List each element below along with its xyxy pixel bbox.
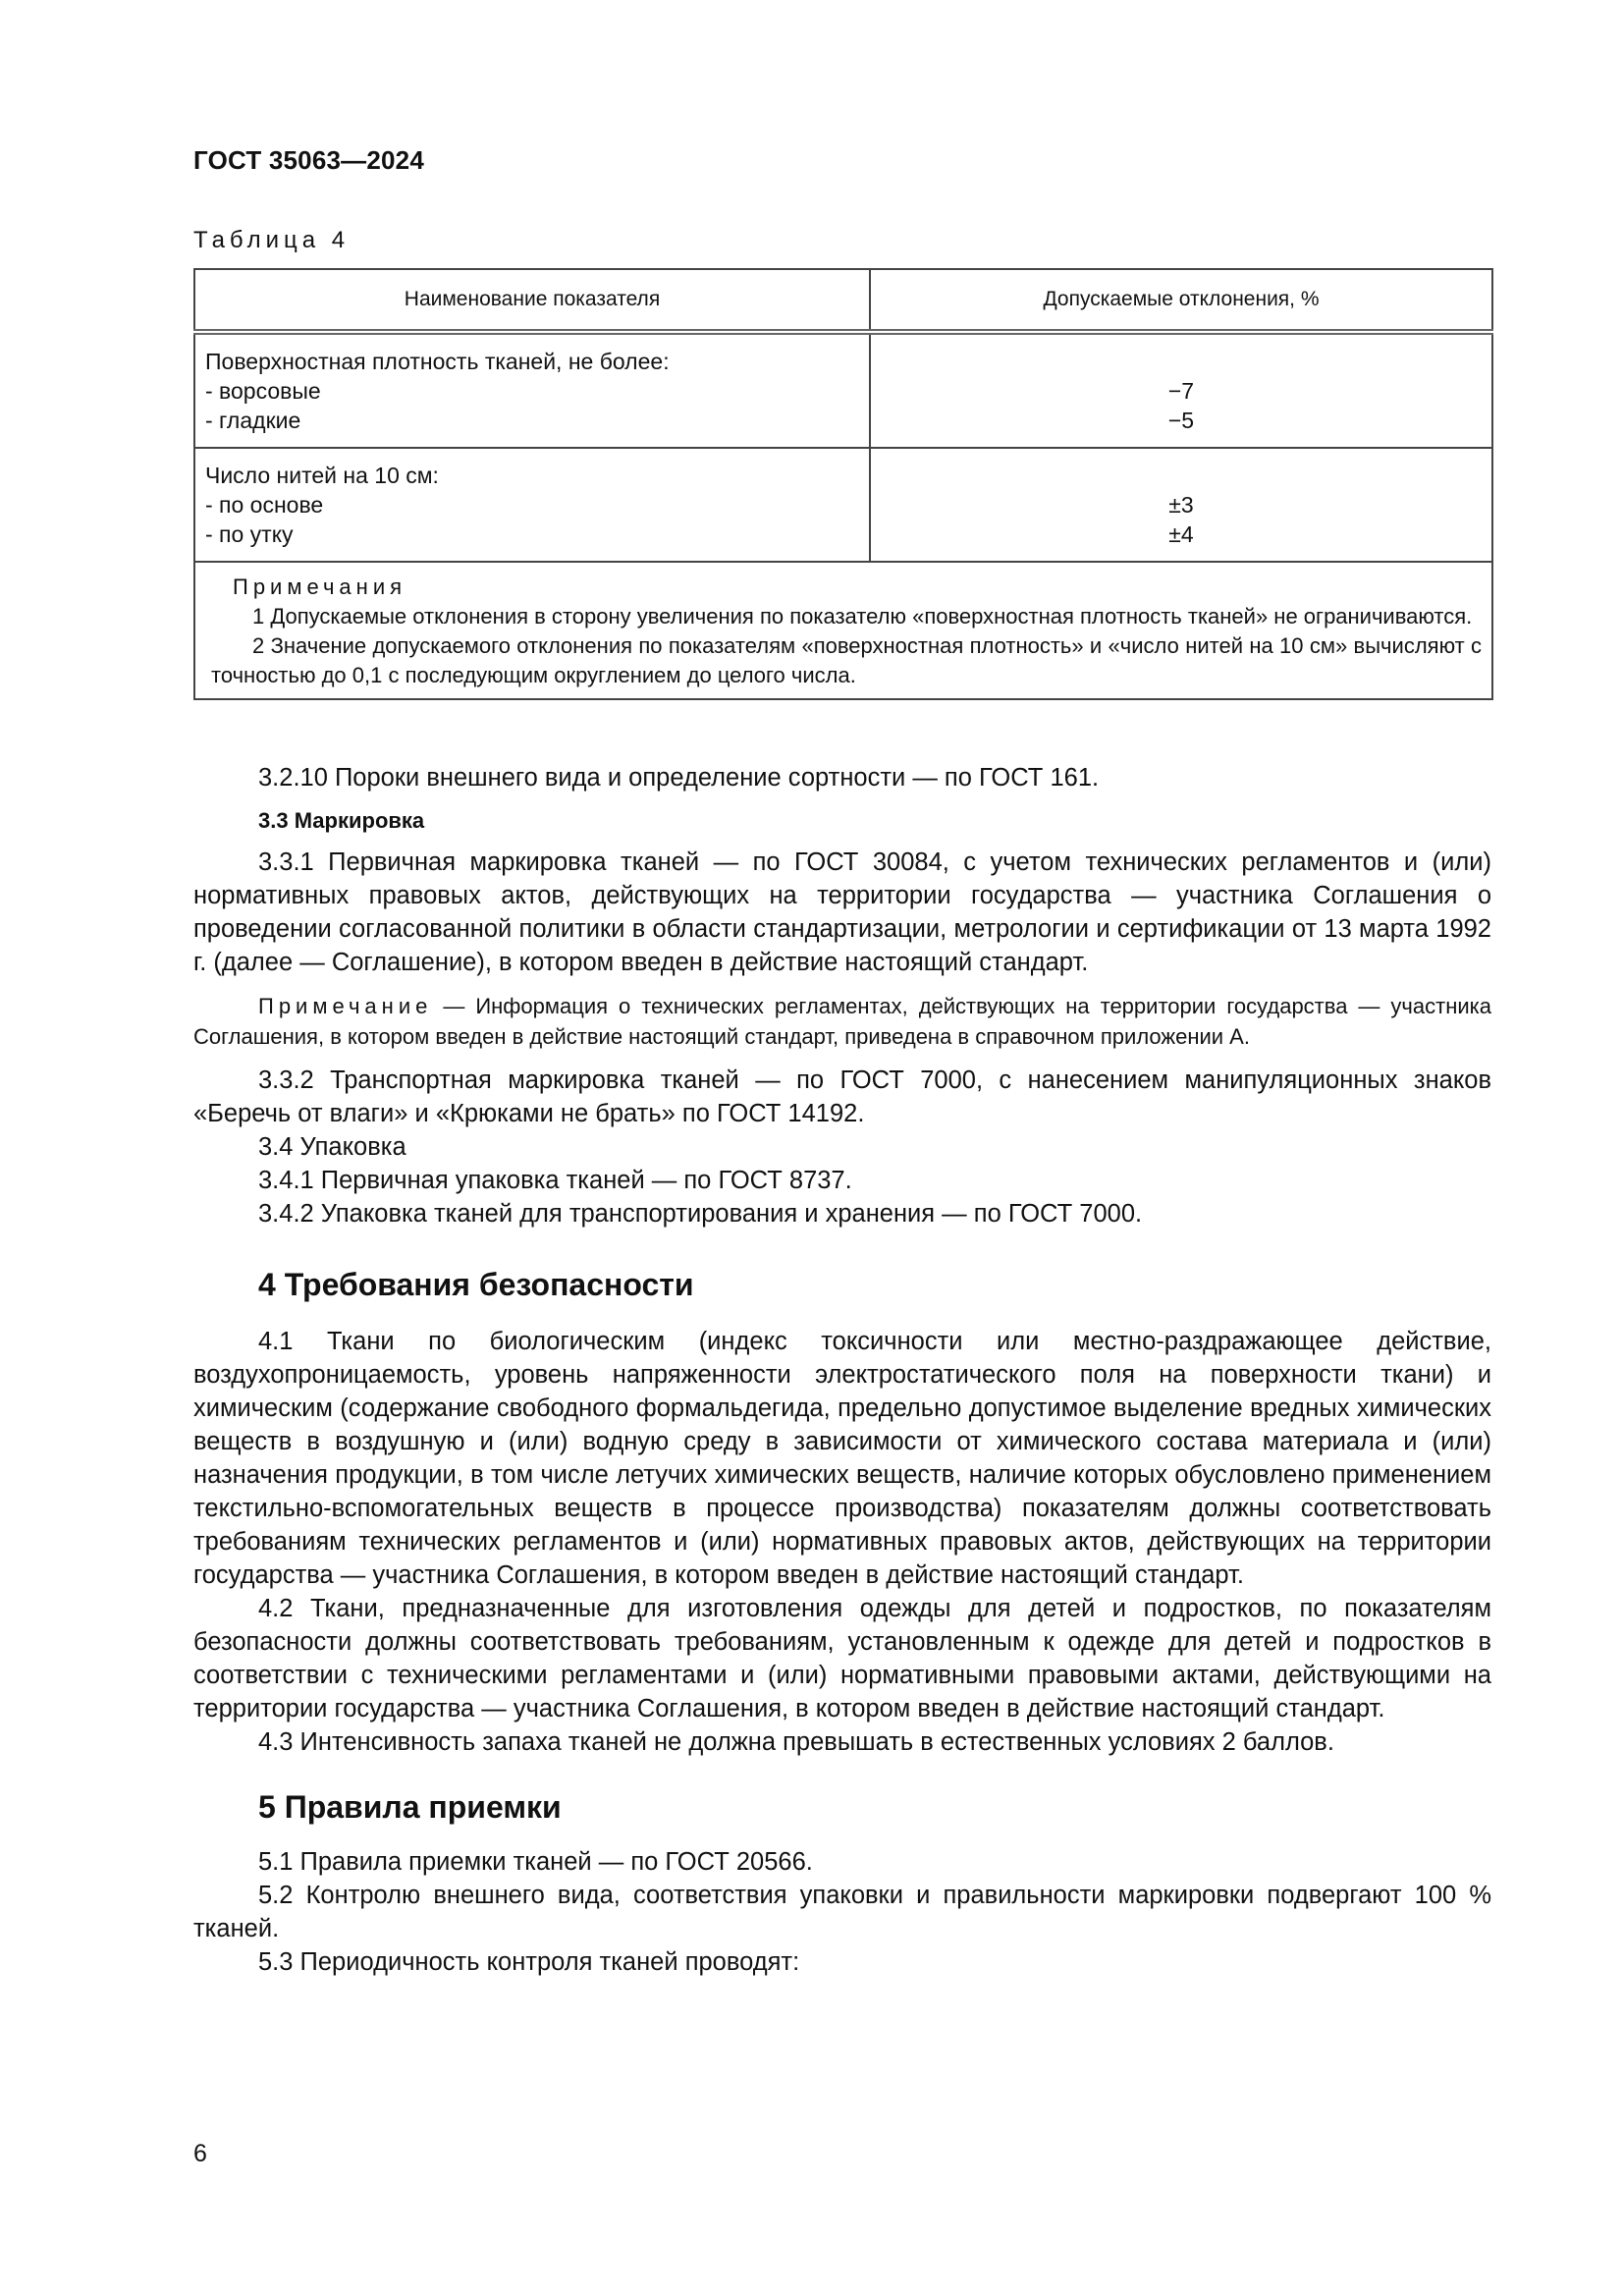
notes-title: Примечания [233, 574, 407, 599]
section-4-title: 4 Требования безопасности [258, 1267, 694, 1302]
section-4-body [193, 1325, 1491, 1759]
row-item-value: ±3 [1168, 492, 1194, 518]
row-item-value: −7 [1167, 378, 1195, 404]
row-item-name: - ворсовые [205, 378, 321, 404]
table-notes-row [194, 562, 1492, 699]
page-number: 6 [193, 2140, 207, 2167]
section-5-body [193, 1845, 1491, 1979]
deviation-table [193, 268, 1493, 700]
row-item-value: −5 [1167, 408, 1195, 433]
paragraph-4-2: 4.2 Ткани, предназначенные для изготовления одежды для детей и подростков, по показателям безопасности должны соответствовать требованиям, установленным к одежде для детей и подростков в соответствии с техническими регламентами и (или) нормативными правовыми актами, действующими на территории государства — участника Соглашения, в котором введен в действие настоящий стандарт. [193, 1595, 1491, 1722]
row-value-cell [870, 448, 1492, 562]
table-caption: Таблица 4 [193, 227, 351, 253]
table-header-row [194, 269, 1492, 332]
row-item-name: - по основе [205, 492, 324, 518]
paragraph-3-3-1: 3.3.1 Первичная маркировка тканей — по ГОСТ 30084, с учетом технических регламентов и (или) нормативных правовых актов, действующих на территории государства — участника Соглашения о проведении согласованной политики в области стандартизации, метрологии и сертификации от 13 марта 1992 г. (далее — Соглашение), в котором введен в действие настоящий стандарт. [193, 848, 1491, 976]
table-note: 1 Допускаемые отклонения в сторону увеличения по показателю «поверхностная плотность тканей» не ограничиваются. [252, 604, 1473, 629]
column-header-name: Наименование показателя [194, 269, 870, 332]
paragraph-3-2-10: 3.2.10 Пороки внешнего вида и определение сортности — по ГОСТ 161. [258, 764, 1100, 792]
paragraph-5-2: 5.2 Контролю внешнего вида, соответствия упаковки и правильности маркировки подвергают 100 % тканей. [193, 1882, 1491, 1942]
row-name-cell [194, 448, 870, 562]
paragraph-5-3: 5.3 Периодичность контроля тканей проводят: [258, 1948, 800, 1976]
paragraph-3-4-1: 3.4.1 Первичная упаковка тканей — по ГОСТ 8737. [258, 1167, 852, 1194]
row-item-name: - по утку [205, 521, 294, 547]
note-label: Примечание [258, 994, 433, 1018]
document-code: ГОСТ 35063—2024 [193, 145, 424, 175]
section-5-title: 5 Правила приемки [258, 1789, 562, 1825]
paragraph-3-4: 3.4 Упаковка [258, 1133, 406, 1161]
paragraph-5-1: 5.1 Правила приемки тканей — по ГОСТ 20566. [258, 1848, 813, 1876]
paragraph-3-3-2: 3.3.2 Транспортная маркировка тканей — по ГОСТ 7000, с нанесением манипуляционных знаков «Беречь от влаги» и «Крюками не брать» по ГОСТ 14192. [193, 1066, 1491, 1127]
row-item-value: ±4 [1168, 521, 1194, 547]
table-row [194, 448, 1492, 562]
subsection-heading-3-3: 3.3 Маркировка [258, 808, 425, 833]
note-text: — Информация о технических регламентах, действующих на территории государства — участника Соглашения, в котором введен в действие настоящий стандарт, приведена в справочном приложении А. [193, 994, 1491, 1049]
section-3-body [193, 761, 1491, 1230]
column-header-deviation: Допускаемые отклонения, % [870, 269, 1492, 332]
paragraph-4-3: 4.3 Интенсивность запаха тканей не должна превышать в естественных условиях 2 баллов. [258, 1728, 1334, 1756]
row-title: Поверхностная плотность тканей, не более: [205, 349, 670, 374]
note-paragraph [193, 991, 1491, 1052]
paragraph-4-1: 4.1 Ткани по биологическим (индекс токсичности или местно-раздражающее действие, воздухопроницаемость, уровень напряженности электростатического поля на поверхности ткани) и химическим (содержание свободного формальдегида, предельно допустимое выделение вредных химических веществ в воздушную и (или) водную среду в зависимости от химического состава материала и (или) назначения продукции, в том числе летучих химических веществ, наличие которых обусловлено применением текстильно-вспомогательных веществ в процессе производства) показателям должны соответствовать требованиям технических регламентов и (или) нормативных правовых актов, действующих на территории государства — участника Соглашения, в котором введен в действие настоящий стандарт. [193, 1328, 1491, 1589]
paragraph-3-4-2: 3.4.2 Упаковка тканей для транспортирования и хранения — по ГОСТ 7000. [258, 1200, 1143, 1228]
row-title: Число нитей на 10 см: [205, 463, 439, 488]
table-row [194, 332, 1492, 448]
row-value-cell [870, 332, 1492, 448]
row-item-name: - гладкие [205, 408, 301, 433]
table-notes [194, 562, 1492, 699]
table-note: 2 Значение допускаемого отклонения по показателям «поверхностная плотность» и «число нитей на 10 см» вычисляют с точностью до 0,1 с последующим округлением до целого числа. [211, 633, 1482, 687]
row-name-cell [194, 332, 870, 448]
